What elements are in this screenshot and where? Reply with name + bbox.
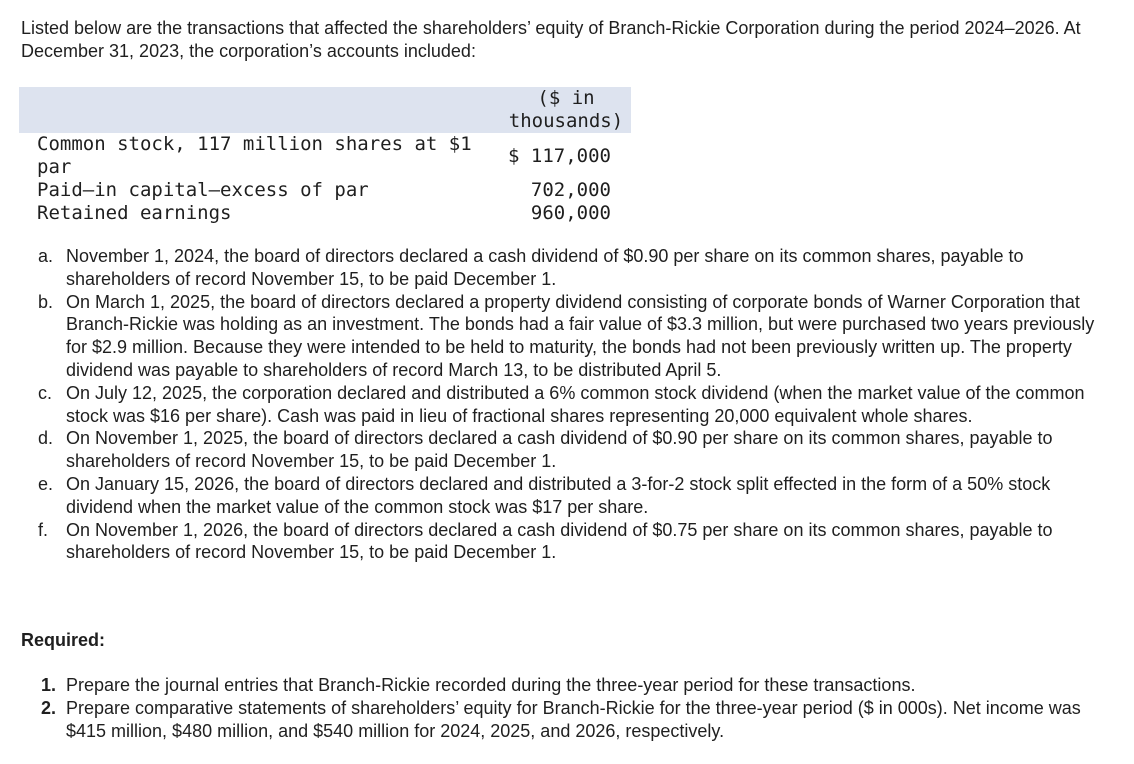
requirement-text: Prepare the journal entries that Branch-Rickie recorded during the three-year period for these transactions. (66, 675, 916, 695)
transaction-item (38, 382, 1098, 428)
account-amount: $ 117,000 (508, 144, 611, 167)
transaction-text: On November 1, 2026, the board of directors declared a cash dividend of $0.75 per share on its common shares, payable to shareholders of record November 15, to be paid December 1. (66, 519, 1053, 563)
transaction-item (38, 427, 1098, 473)
transaction-item (38, 519, 1098, 565)
required-heading: Required: (21, 630, 106, 650)
requirement-marker: 1. (41, 675, 57, 695)
accounts-table (19, 87, 631, 225)
accounts-table-header-row (19, 87, 631, 133)
account-amount: 960,000 (530, 202, 611, 224)
account-amount: 702,000 (530, 179, 611, 201)
transaction-text: On July 12, 2025, the corporation declared and distributed a 6% common stock dividend (when the market value of the common stock was $16 per share). Cash was paid in lieu of fractional shares representing 20,000 equivalent whole shares. (66, 382, 1085, 426)
account-name-header (19, 87, 501, 133)
transaction-item (38, 473, 1098, 519)
transaction-text: On November 1, 2025, the board of directors declared a cash dividend of $0.90 per share on its common shares, payable to shareholders of record November 15, to be paid December 1. (66, 428, 1053, 472)
requirement-item (38, 697, 1098, 743)
account-name: Common stock, 117 million shares at $1 par (37, 133, 472, 178)
transaction-marker: d. (38, 428, 54, 449)
transaction-marker: a. (38, 246, 54, 266)
requirements-list (38, 674, 1098, 742)
requirement-text: Prepare comparative statements of shareholders’ equity for Branch-Rickie for the three-year period ($ in 000s). Net income was $415 million, $480 million, and $540 million for 2024, 2025, and 2026, respectively. (66, 697, 1081, 741)
transaction-item (38, 291, 1098, 382)
transaction-marker: e. (38, 473, 54, 494)
transaction-marker: f. (38, 519, 49, 540)
transactions-list (38, 245, 1098, 564)
amount-column-header: ($ in thousands) (501, 87, 631, 133)
problem-intro: Listed below are the transactions that affected the shareholders’ equity of Branch-Rickie Corporation during the period 2024–2026. At December 31, 2023, the corporation’s accounts included: (21, 18, 1081, 61)
transaction-item (38, 245, 1098, 291)
table-row (19, 202, 631, 225)
transaction-marker: b. (38, 291, 54, 312)
table-row (19, 133, 631, 179)
account-name: Retained earnings (37, 202, 232, 224)
requirement-marker: 2. (41, 697, 57, 718)
transaction-text: On March 1, 2025, the board of directors declared a property dividend consisting of corporate bonds of Warner Corporation that Branch-Rickie was holding as an investment. The bonds had a fair value of $3.3 million, but were purchased two years previously for $2.9 million. Because they were intended to be held to maturity, the bonds had not been previously written up. The property dividend was payable to shareholders of record March 13, to be distributed April 5. (66, 291, 1095, 380)
account-name: Paid–in capital—excess of par (37, 179, 369, 201)
transaction-text: November 1, 2024, the board of directors declared a cash dividend of $0.90 per share on its common shares, payable to shareholders of record November 15, to be paid December 1. (66, 246, 1024, 289)
transaction-marker: c. (38, 382, 53, 403)
requirement-item (38, 674, 1098, 697)
table-row (19, 179, 631, 202)
transaction-text: On January 15, 2026, the board of directors declared and distributed a 3-for-2 stock split effected in the form of a 50% stock dividend when the market value of the common stock was $17 per share. (66, 473, 1051, 517)
